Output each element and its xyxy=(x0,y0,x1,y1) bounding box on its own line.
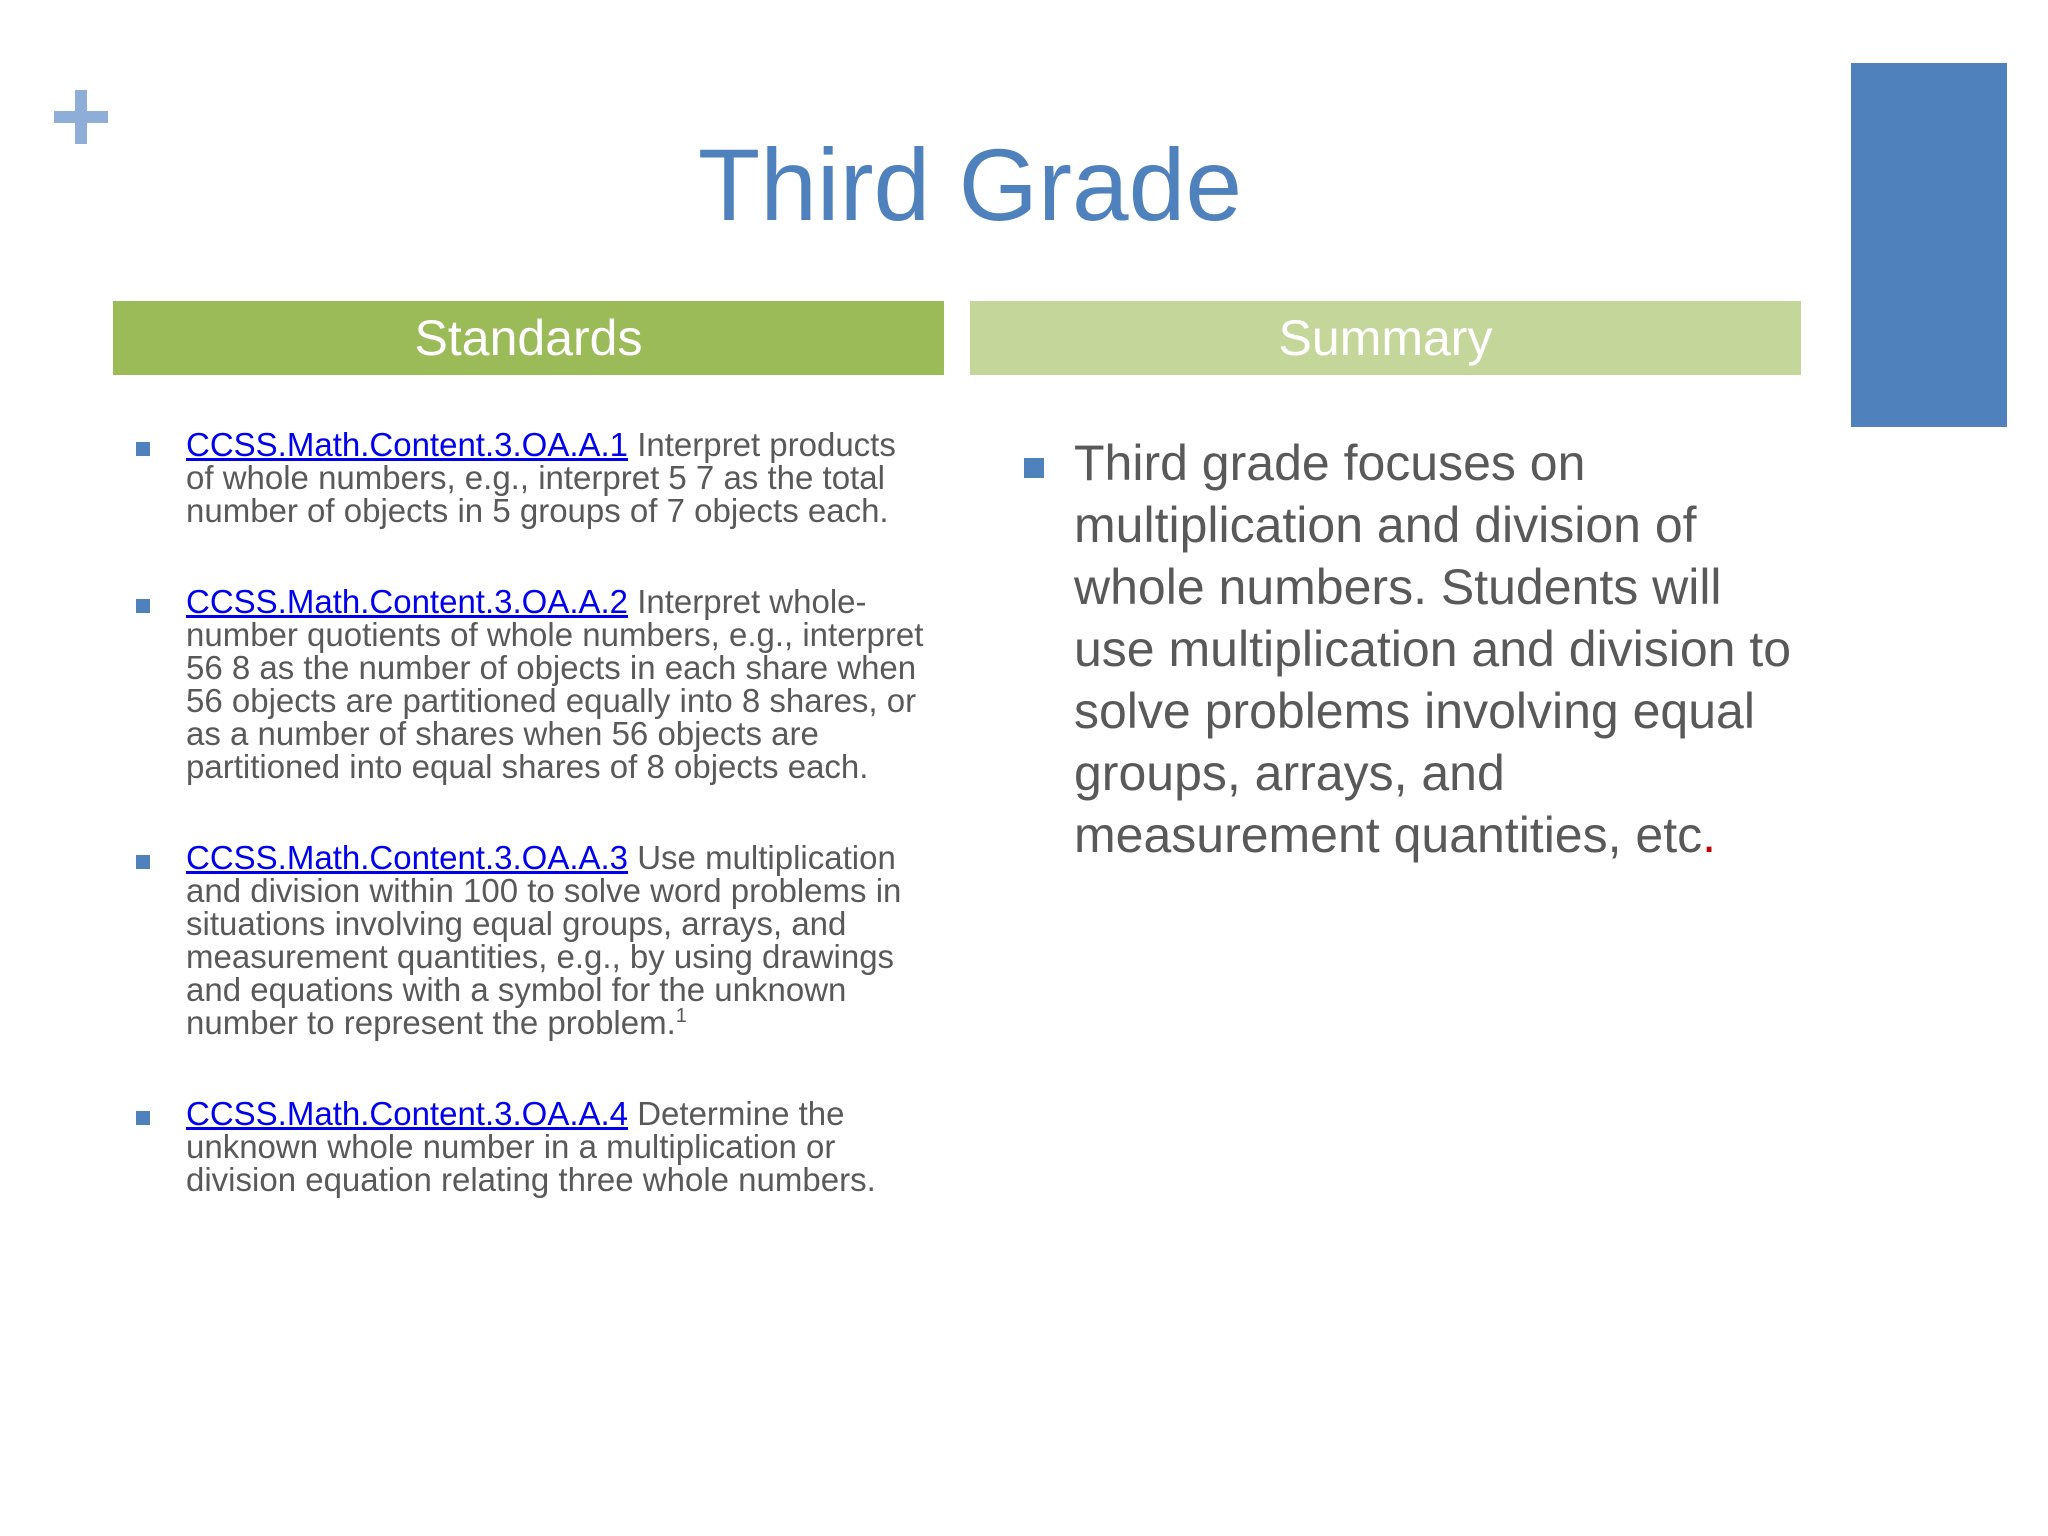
standard-text: Determine the unknown whole number in a multiplication or division equation relating three whole numbers. xyxy=(186,1095,876,1198)
square-bullet-icon xyxy=(1024,458,1044,478)
square-bullet-icon xyxy=(136,855,150,869)
standards-list xyxy=(130,428,930,1254)
footnote-marker: 1 xyxy=(675,1005,687,1027)
standard-text: Interpret whole-number quotients of whole numbers, e.g., interpret 56 8 as the number of objects in each share when 56 objects are partitioned equally into 8 shares, or as a number of shares when 56 objects are partitioned into equal shares of 8 objects each. xyxy=(186,583,924,785)
standard-item xyxy=(130,585,930,783)
standard-item xyxy=(130,841,930,1039)
standards-header: Standards xyxy=(113,301,944,375)
standard-link-oa-a-2[interactable]: CCSS.Math.Content.3.OA.A.2 xyxy=(186,583,629,620)
standard-item xyxy=(130,1097,930,1196)
standard-text: Interpret products of whole numbers, e.g., interpret 5 7 as the total number of objects in 5 groups of 7 objects each. xyxy=(186,426,896,529)
standard-text: Use multiplication and division within 100 to solve word problems in situations involving equal groups, arrays, and measurement quantities, e.g., by using drawings and equations with a symbol for the unknown number to represent the problem. xyxy=(186,839,902,1041)
summary-list xyxy=(1020,432,1800,866)
summary-item xyxy=(1020,432,1800,866)
summary-end-mark: . xyxy=(1702,807,1717,863)
plus-icon-vertical xyxy=(75,90,87,144)
standard-link-oa-a-3[interactable]: CCSS.Math.Content.3.OA.A.3 xyxy=(186,839,629,876)
slide-title: Third Grade xyxy=(697,128,1243,242)
standard-link-oa-a-1[interactable]: CCSS.Math.Content.3.OA.A.1 xyxy=(186,426,629,463)
standard-item xyxy=(130,428,930,527)
accent-bar xyxy=(1851,63,2007,427)
summary-header: Summary xyxy=(970,301,1801,375)
square-bullet-icon xyxy=(136,442,150,456)
standard-link-oa-a-4[interactable]: CCSS.Math.Content.3.OA.A.4 xyxy=(186,1095,629,1132)
summary-text: Third grade focuses on multiplication and division of whole numbers. Students will use multiplication and division to solve problems involving equal groups, arrays, and measurement quantities, etc xyxy=(1074,435,1792,863)
plus-icon xyxy=(54,90,108,144)
square-bullet-icon xyxy=(136,1111,150,1125)
square-bullet-icon xyxy=(136,599,150,613)
